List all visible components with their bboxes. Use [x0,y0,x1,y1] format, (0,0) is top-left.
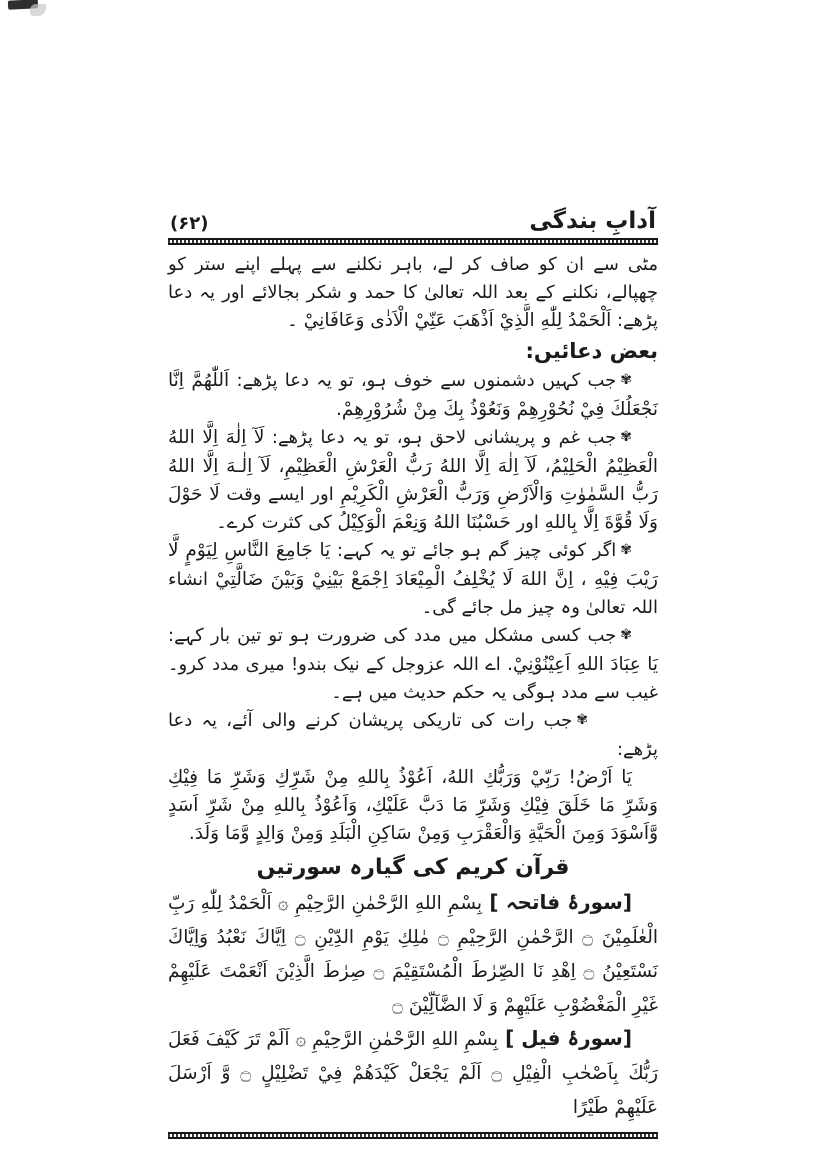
dua-help-paragraph [168,622,658,707]
dua-help-arabic: يَا عِبَادَ اللهِ اَعِيْنُوْنِيْ. [507,654,659,675]
page-number: (۶۲) [170,213,209,234]
florette-icon: ✾ [576,712,588,728]
book-title: آدابِ بندگی [529,208,656,234]
florette-icon: ✾ [620,542,632,558]
dua-night-intro-line [168,707,658,764]
dua-lost-item-paragraph [168,537,658,622]
dua-grief-urdu-2: اور ایسے وقت [219,484,341,505]
dua-grief-paragraph [168,424,658,537]
scan-artifact-light [30,4,46,16]
dua-grief-urdu-3: اور [510,512,545,533]
surah-fatiha-label: [سورۂ فاتحہ ] [482,890,632,914]
dua-lost-urdu-1: اگر کوئی چیز گم ہو جائے تو یہ کہے: [330,540,617,561]
dua-lost-arabic: يَا جَامِعَ النَّاسِ لِيَوْمٍ لَّا رَيْبَ فِيْهِ ، اِنَّ اللهَ لَا يُخْلِفُ الْمِيْعَادَ اِجْمَعْ بَيْنِيْ وَبَيْنَ ضَالَّتِيْ [168,540,658,590]
florette-icon: ✾ [620,429,632,445]
florette-icon: ✾ [620,372,632,388]
page-header [168,208,658,238]
dua-fear-paragraph [168,367,658,424]
dua-fear-arabic: اَللّٰهُمَّ اِنَّا نَجْعَلُكَ فِيْ نُحُوْرِهِمْ وَنَعُوْذُ بِكَ مِنْ شُرُوْرِهِمْ. [168,370,658,420]
surah-fatiha-text: بِسْمِ اللهِ الرَّحْمٰنِ الرَّحِيْمِ ۞ اَلْحَمْدُ لِلّٰهِ رَبِّ الْعٰلَمِيْنَ ۝ الرَّحْمٰنِ الرَّحِيْمِ ۝ مٰلِكِ يَوْمِ الدِّيْنِ ۝ اِيَّاكَ نَعْبُدُ وَاِيَّاكَ نَسْتَعِيْنُ ۝ اِهْدِ نَا الصِّرٰطَ الْمُسْتَقِيْمَ ۝ صِرٰطَ الَّذِيْنَ اَنْعَمْتَ عَلَيْهِمْ غَيْرِ الْمَغْضُوْبِ عَلَيْهِمْ وَ لَا الضَّآلِّيْنَ ۝ [168,893,659,1016]
duas-section-heading: بعض دعائیں: [525,339,658,363]
dua-grief-arabic-3: حَسْبُنَا اللهُ وَنِعْمَ الْوَكِيْلُ [337,512,511,533]
dua-night-arabic-paragraph [168,764,658,848]
dua-grief-urdu-1: جب غم و پریشانی لاحق ہو، تو یہ دعا پڑھے: [264,427,617,448]
intro-arabic-dua: اَلْحَمْدُ لِلّٰهِ الَّذِيْ اَذْهَبَ عَنِّيْ الْاَذٰى وَعَافَانِيْ ۔ [287,310,612,331]
dua-night-intro-urdu: جب رات کی تاریکی پریشان کرنے والی آئے، یہ دعا پڑھے: [168,710,658,760]
page-content [168,208,658,1139]
dua-grief-arabic-1: لَآ اِلٰهَ اِلَّا اللهُ الْعَظِيْمُ الْحَلِيْمُ، لَآ اِلٰهَ اِلَّا اللهُ رَبُّ الْعَرْشِ الْعَظِيْمِ، لَآ اِلٰـهَ اِلَّا اللهُ رَبُّ السَّمٰوٰتِ وَالْاَرْضِ وَرَبُّ الْعَرْشِ الْكَرِيْمِ [168,427,659,505]
surah-feel-text: بِسْمِ اللهِ الرَّحْمٰنِ الرَّحِيْمِ ۞ اَلَمْ تَرَ كَيْفَ فَعَلَ رَبُّكَ بِاَصْحٰبِ الْفِيْلِ ۝ اَلَمْ يَجْعَلْ كَيْدَهُمْ فِيْ تَضْلِيْلٍ ۝ وَّ اَرْسَلَ عَلَيْهِمْ طَيْرًا [168,1029,659,1118]
intro-urdu-text: مٹی سے ان کو صاف کر لے، باہر نکلنے سے پہلے اپنے ستر کو چھپالے، نکلنے کے بعد اللہ تعالیٰ کا حمد و شکر بجالائے اور یہ دعا پڑھے: [168,254,658,331]
dua-help-urdu-2: اے اللہ عزوجل کے نیک بندو! میری مدد کرو۔ غیب سے مدد ہوگی یہ حکم حدیث میں ہے۔ [168,654,658,703]
footer-rule [168,1132,658,1139]
body-text [168,251,658,1124]
surahs-section-heading: قرآن کریم کی گیارہ سورتیں [256,855,570,880]
dua-fear-urdu: جب کہیں دشمنوں سے خوف ہو، تو یہ دعا پڑھے: [229,370,617,391]
florette-icon: ✾ [620,627,632,643]
dua-lost-urdu-2: انشاء اللہ تعالیٰ وہ چیز مل جائے گی۔ [168,569,658,618]
dua-grief-urdu-4: کی کثرت کرے۔ [216,512,338,533]
surah-fatiha-paragraph [168,886,658,1022]
surah-feel-paragraph [168,1022,658,1124]
dua-night-arabic: يَا اَرْضُ! رَبِّيْ وَرَبُّكِ اللهُ، اَعُوْذُ بِاللهِ مِنْ شَرِّكِ وَشَرِّ مَا فِيْكِ وَشَرِّ مَا خَلَقَ فِيْكِ وَشَرِّ مَا دَبَّ عَلَيْكِ، وَاَعُوْذُ بِاللهِ مِنْ شَرِّ اَسَدٍ وَّاَسْوَدَ وَمِنَ الْحَيَّةِ وَالْعَقْرَبِ وَمِنْ سَاكِنِ الْبَلَدِ وَمِنْ وَالِدٍ وَّمَا وَلَدَ. [168,767,658,844]
header-rule [168,238,658,245]
intro-paragraph [168,251,658,335]
dua-help-urdu-1: جب کسی مشکل میں مدد کی ضرورت ہو تو تین بار کہے: [168,625,617,646]
surah-feel-label: [سورۂ فیل ] [498,1026,632,1050]
dua-grief-arabic-2: لَا حَوْلَ وَلَا قُوَّةَ اِلَّا بِاللهِ [168,484,658,533]
